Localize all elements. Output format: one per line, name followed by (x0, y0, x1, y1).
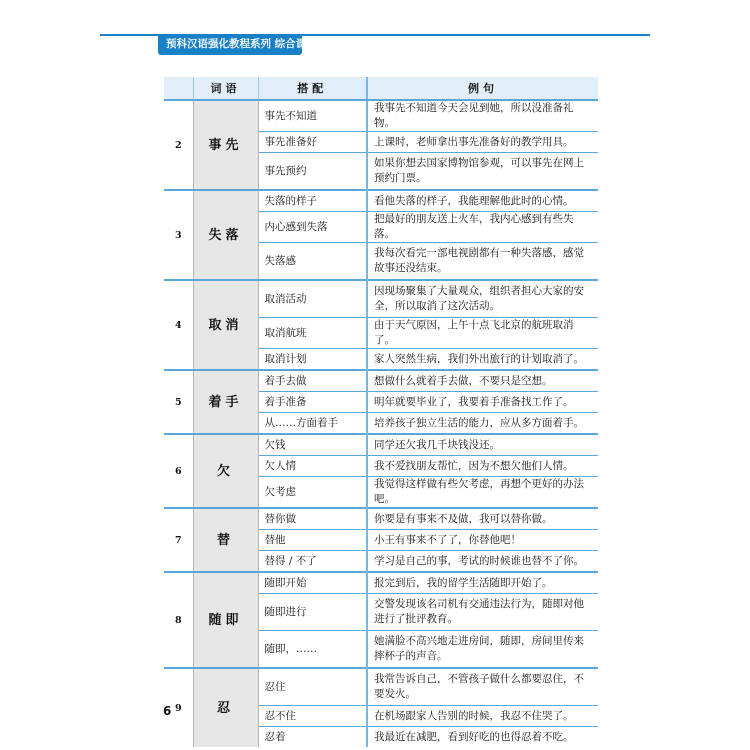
entry-number: 3 (164, 190, 193, 280)
collocation-cell: 随即开始 (258, 572, 367, 594)
word-group (164, 508, 598, 572)
entry-number: 4 (164, 280, 193, 370)
collocation-cell: 忍不住 (258, 706, 367, 727)
entry-number: 2 (164, 100, 193, 190)
collocation-cell: 事先不知道 (258, 100, 367, 132)
vocabulary-word: 替 (193, 508, 258, 572)
table-row (164, 508, 598, 530)
collocation-cell: 替得 / 不了 (258, 551, 367, 573)
example-sentence-cell: 我每次看完一部电视剧都有一种失落感，感觉故事还没结束。 (374, 247, 584, 274)
word-group (164, 280, 598, 370)
example-sentence-cell: 由于天气原因，上午十点飞北京的航班取消了。 (367, 318, 598, 349)
example-sentence-cell: 我觉得这样做有些欠考虑，再想个更好的办法吧。 (374, 478, 584, 505)
vocabulary-word: 随即 (193, 572, 258, 668)
collocation-cell: 事先准备好 (258, 132, 367, 153)
example-sentence-cell: 如果你想去国家博物馆参观，可以事先在网上预约门票。 (374, 157, 584, 184)
example-sentence-cell: 培养孩子独立生活的能力，应从多方面着手。 (374, 416, 584, 429)
entry-number: 6 (164, 434, 193, 508)
header-collocation: 搭配 (258, 77, 367, 100)
collocation-cell: 欠人情 (258, 456, 367, 477)
example-sentence-cell: 我不爱找朋友帮忙，因为不想欠他们人情。 (367, 456, 598, 477)
collocation-cell: 事先预约 (258, 153, 367, 191)
collocation-cell: 失落的样子 (258, 190, 367, 212)
table-header-row (164, 77, 598, 100)
word-group (164, 434, 598, 508)
vocabulary-word: 事先 (193, 100, 258, 190)
collocation-cell: 取消计划 (258, 349, 367, 371)
header-word: 词语 (193, 77, 258, 100)
vocabulary-table (164, 77, 598, 747)
vocabulary-word: 失落 (193, 190, 258, 280)
word-group (164, 668, 598, 747)
example-sentence-cell: 在机场跟家人告别的时候，我忍不住哭了。 (367, 706, 598, 727)
example-sentence-cell: 看他失落的样子，我能理解他此时的心情。 (367, 190, 598, 212)
page-number: 6 (163, 704, 172, 718)
series-title-tab: 预科汉语强化教程系列 综合课本 6 (158, 35, 302, 55)
table-row (164, 280, 598, 318)
header-example: 例句 (367, 77, 598, 100)
collocation-cell: 着手去做 (258, 370, 367, 392)
word-group (164, 190, 598, 280)
collocation-cell: 欠钱 (258, 434, 367, 456)
collocation-cell: 欠考虑 (258, 477, 367, 509)
example-sentence-cell: 学习是自己的事，考试的时候谁也替不了你。 (374, 554, 584, 567)
example-sentence-cell: 家人突然生病，我们外出旅行的计划取消了。 (374, 352, 584, 365)
example-sentence-cell: 上课时，老师拿出事先准备好的教学用具。 (367, 132, 598, 153)
word-group (164, 370, 598, 434)
example-sentence-cell: 报完到后，我的留学生活随即开始了。 (367, 572, 598, 594)
table-row (164, 190, 598, 212)
collocation-cell: 取消航班 (258, 318, 367, 349)
collocation-cell: 随即，…… (258, 631, 367, 669)
collocation-cell: 替你做 (258, 508, 367, 530)
word-group (164, 100, 598, 190)
entry-number: 8 (164, 572, 193, 668)
example-sentence-cell: 她满脸不高兴地走进房间，随即，房间里传来摔杯子的声音。 (374, 635, 584, 662)
collocation-cell: 忍着 (258, 727, 367, 748)
vocabulary-word: 着手 (193, 370, 258, 434)
entry-number: 9 (164, 668, 193, 747)
collocation-cell: 替他 (258, 530, 367, 551)
collocation-cell: 随即进行 (258, 594, 367, 631)
entry-number: 7 (164, 508, 193, 572)
example-sentence-cell: 交警发现该名司机有交通违法行为，随即对他进行了批评教育。 (367, 594, 598, 631)
word-group (164, 572, 598, 668)
table-row (164, 572, 598, 594)
table-row (164, 370, 598, 392)
table-row (164, 434, 598, 456)
example-sentence-cell: 想做什么就着手去做，不要只是空想。 (367, 370, 598, 392)
vocabulary-word: 欠 (193, 434, 258, 508)
vocabulary-word: 取消 (193, 280, 258, 370)
example-sentence-cell: 同学还欠我几千块钱没还。 (367, 434, 598, 456)
example-sentence-cell: 你要是有事来不及做，我可以替你做。 (367, 508, 598, 530)
example-sentence-cell: 我常告诉自己，不管孩子做什么都要忍住，不要发火。 (367, 668, 598, 706)
header-num (164, 77, 193, 100)
example-sentence-cell: 明年就要毕业了，我要着手准备找工作了。 (367, 392, 598, 413)
example-sentence-cell: 小王有事来不了了，你替他吧！ (367, 530, 598, 551)
entry-number: 5 (164, 370, 193, 434)
collocation-cell: 忍住 (258, 668, 367, 706)
example-sentence-cell: 把最好的朋友送上火车，我内心感到有些失落。 (367, 212, 598, 243)
collocation-cell: 取消活动 (258, 280, 367, 318)
collocation-cell: 失落感 (258, 243, 367, 281)
collocation-cell: 着手准备 (258, 392, 367, 413)
example-sentence-cell: 我最近在减肥，看到好吃的也得忍着不吃。 (374, 730, 574, 743)
vocabulary-word: 忍 (193, 668, 258, 747)
collocation-cell: 从……方面着手 (258, 413, 367, 435)
example-sentence-cell: 我事先不知道今天会见到她，所以没准备礼物。 (367, 100, 598, 132)
table-row (164, 668, 598, 706)
collocation-cell: 内心感到失落 (258, 212, 367, 243)
example-sentence-cell: 因现场聚集了大量观众，组织者担心大家的安全，所以取消了这次活动。 (367, 280, 598, 318)
table-row (164, 100, 598, 132)
